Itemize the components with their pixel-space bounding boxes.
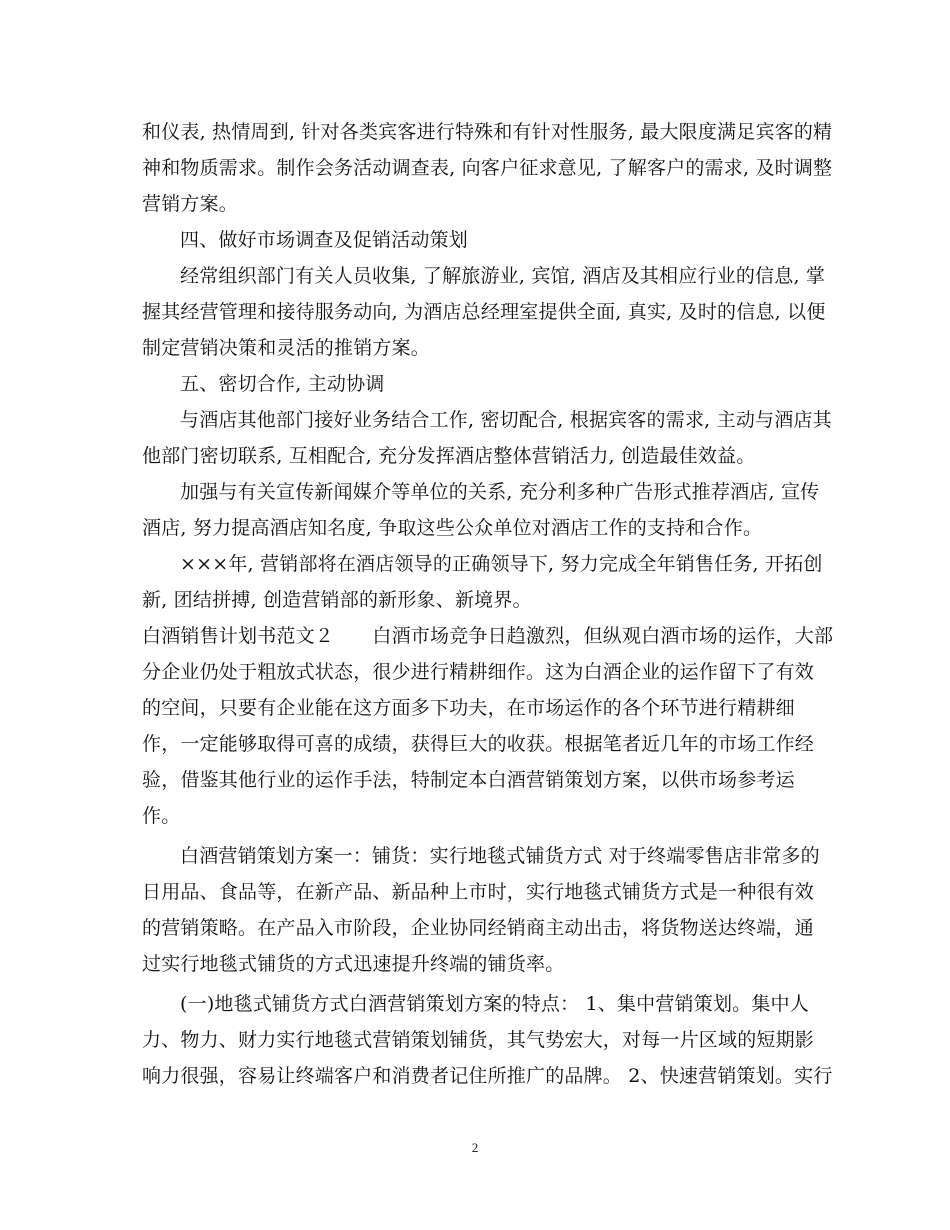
text-line: 日用品、食品等，在新产品、新品种上市时，实行地毯式铺货方式是一种很有效 [142,881,815,903]
text-line: 神和物质需求。制作会务活动调查表, 向客户征求意见, 了解客户的需求, 及时调整 [142,157,833,179]
document-body [142,114,834,1094]
text-line: 分企业仍处于粗放式状态，很少进行精耕细作。这为白酒企业的运作留下了有效 [142,661,815,683]
text-line: 作。 [142,805,181,827]
text-line: 与酒店其他部门接好业务结合工作, 密切配合, 根据宾客的需求, 主动与酒店其 [180,409,832,431]
text-line: 他部门密切联系, 互相配合, 充分发挥酒店整体营销活力, 创造最佳效益。 [142,445,756,467]
text-line: 四、做好市场调查及促销活动策划 [180,229,469,251]
text-line: 白酒营销策划方案一：铺货：实行地毯式铺货方式 对于终端零售店非常多的 [180,845,820,867]
text-line: 响力很强，容易让终端客户和消费者记住所推广的品牌。 2、快速营销策划。实行 [142,1065,833,1087]
text-line: 作，一定能够取得可喜的成绩，获得巨大的收获。根据笔者近几年的市场工作经 [142,733,815,755]
text-line: 加强与有关宣传新闻媒介等单位的关系, 充分利多种广告形式推荐酒店, 宣传 [180,481,820,503]
text-line: 力、物力、财力实行地毯式营销策划铺货，其气势宏大，对每一片区域的短期影 [142,1029,815,1051]
text-line: 过实行地毯式铺货的方式迅速提升终端的铺货率。 [142,953,565,975]
text-line: 的营销策略。在产品入市阶段，企业协同经销商主动出击，将货物送达终端，通 [142,917,815,939]
text-line: 营销方案。 [142,193,239,215]
text-line: ×××年, 营销部将在酒店领导的正确领导下, 努力完成全年销售任务, 开拓创 [180,553,823,575]
text-line: 经常组织部门有关人员收集, 了解旅游业, 宾馆, 酒店及其相应行业的信息, 掌 [180,265,826,287]
text-line: 验，借鉴其他行业的运作手法，特制定本白酒营销策划方案，以供市场参考运 [142,769,795,791]
text-line: 和仪表, 热情周到, 针对各类宾客进行特殊和有针对性服务, 最大限度满足宾客的精 [142,121,833,143]
text-line: 白酒销售计划书范文２ 白酒市场竞争日趋激烈，但纵观白酒市场的运作，大部 [142,625,834,647]
page-number: 2 [471,1140,479,1155]
text-line: 五、密切合作, 主动协调 [180,373,385,395]
text-line: 制定营销决策和灵活的推销方案。 [142,337,431,359]
text-line: 的空间，只要有企业能在这方面多下功夫，在市场运作的各个环节进行精耕细 [142,697,795,719]
text-line: 新, 团结拼搏, 创造营销部的新形象、新境界。 [142,589,532,611]
text-line: (一)地毯式铺货方式白酒营销策划方案的特点： 1、集中营销策划。集中人 [180,993,809,1015]
text-line: 酒店, 努力提高酒店知名度, 争取这些公众单位对酒店工作的支持和合作。 [142,517,763,539]
text-line: 握其经营管理和接待服务动向, 为酒店总经理室提供全面, 真实, 及时的信息, 以便 [142,301,826,323]
